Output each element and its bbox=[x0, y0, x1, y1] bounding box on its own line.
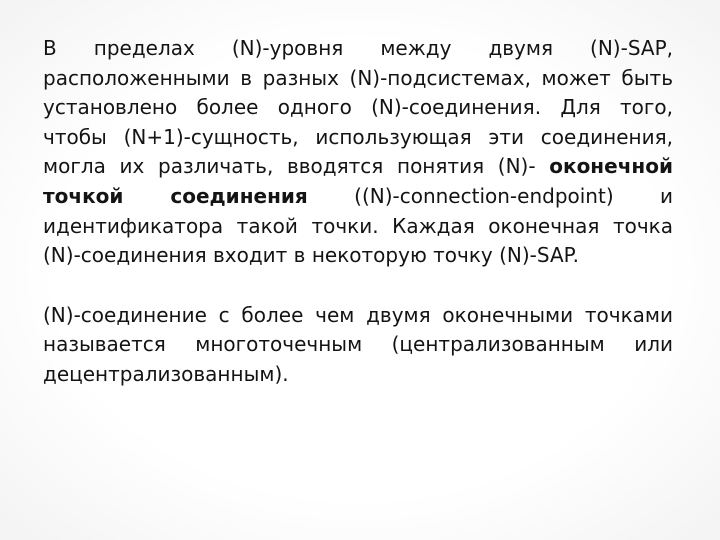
paragraph-multipoint-connection: (N)-соединение с более чем двумя оконечными точками называется многоточечным (централизованным или децентрализованным). bbox=[43, 302, 673, 386]
term-connection-endpoint: оконечной точкой соединения bbox=[43, 154, 673, 208]
paragraph-connection-endpoint bbox=[43, 34, 673, 271]
slide-body bbox=[43, 34, 673, 390]
paragraph-1-text-end: ((N)-connection-endpoint) и идентификатора такой точки. Каждая оконечная точка (N)-соединения входит в некоторую точку (N)-SAP. bbox=[43, 183, 673, 268]
paragraph-1-text-start: В пределах (N)-уровня между двумя (N)-SAP, расположенными в разных (N)-подсистемах, может быть установлено более одного (N)-соединения. Для того, чтобы (N+1)-сущность, использующая эти соединения, могла их различать, вводятся понятия (N)- bbox=[43, 36, 673, 179]
